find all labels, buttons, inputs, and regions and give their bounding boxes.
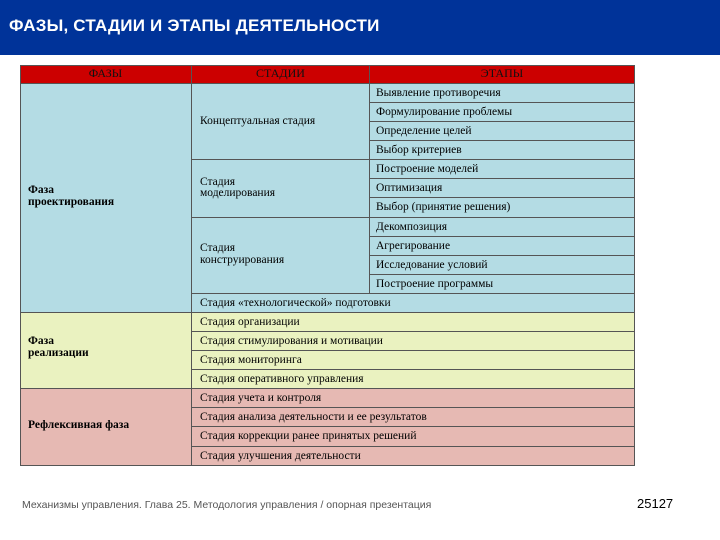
stage-row: Стадия оперативного управления: [192, 370, 635, 389]
step-row: Построение программы: [370, 275, 635, 294]
phase-design: [20, 84, 192, 313]
step-row: Оптимизация: [370, 179, 635, 198]
step-row: Выбор (принятие решения): [370, 198, 635, 218]
page-title: ФАЗЫ, СТАДИИ И ЭТАПЫ ДЕЯТЕЛЬНОСТИ: [9, 16, 380, 35]
step-row: Исследование условий: [370, 256, 635, 275]
stage-row: Стадия коррекции ранее принятых решений: [192, 427, 635, 447]
stage-row: Стадия улучшения деятельности: [192, 447, 635, 466]
step-row: Выявление противоречия: [370, 84, 635, 103]
stage-label: Концептуальная стадия: [200, 115, 316, 127]
stage-construction: [192, 218, 370, 294]
stage-conceptual: [192, 84, 370, 160]
phase-label: Фаза реализации: [28, 335, 89, 359]
stage-row: Стадия «технологической» подготовки: [192, 294, 635, 313]
step-row: Выбор критериев: [370, 141, 635, 160]
title-bar: [0, 0, 720, 55]
phase-label: Рефлексивная фаза: [28, 419, 130, 431]
stage-row: Стадия стимулирования и мотивации: [192, 332, 635, 351]
step-row: Определение целей: [370, 122, 635, 141]
phase-label: Фаза проектирования: [28, 184, 115, 208]
phase-reflexive: [20, 389, 192, 466]
stage-row: Стадия учета и контроля: [192, 389, 635, 408]
phase-implementation: [20, 313, 192, 389]
stage-row: Стадия организации: [192, 313, 635, 332]
step-row: Формулирование проблемы: [370, 103, 635, 122]
stage-label: Стадия конструирования: [200, 242, 285, 266]
column-header-stages: СТАДИИ: [192, 65, 370, 84]
step-row: Декомпозиция: [370, 218, 635, 237]
stage-row: Стадия анализа деятельности и ее результатов: [192, 408, 635, 427]
step-row: Агрегирование: [370, 237, 635, 256]
stage-row: Стадия мониторинга: [192, 351, 635, 370]
stage-label: Стадия моделирования: [200, 176, 276, 199]
column-header-steps: ЭТАПЫ: [370, 65, 635, 84]
stage-modeling: [192, 160, 370, 218]
step-row: Построение моделей: [370, 160, 635, 179]
phases-table: [20, 65, 635, 466]
column-header-phases: ФАЗЫ: [20, 65, 192, 84]
footer-text: Механизмы управления. Глава 25. Методология управления / опорная презентация: [22, 499, 432, 511]
page-number: 25127: [637, 496, 674, 511]
